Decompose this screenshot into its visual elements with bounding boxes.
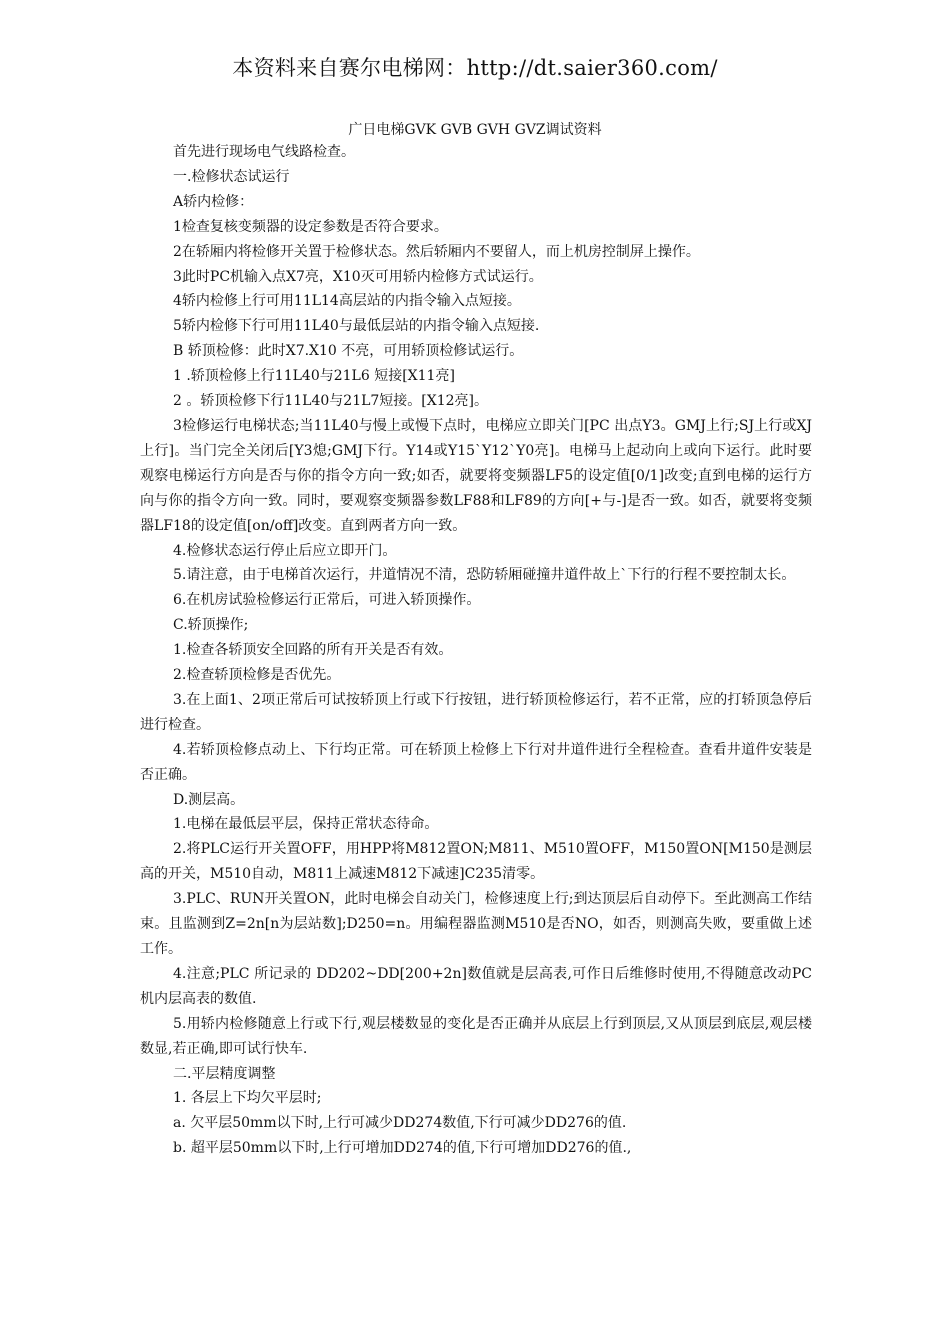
paragraph: 1检查复核变频器的设定参数是否符合要求。	[173, 218, 448, 235]
source-header: 本资料来自赛尔电梯网：http://dt.saier360.com/	[232, 56, 718, 80]
paragraph: 3.在上面1、2项正常后可试按轿顶上行或下行按钮，进行轿顶检修运行，若不正常，应的打轿顶急停后进行检查。	[140, 691, 812, 733]
paragraph: 3检修运行电梯状态;当11L40与慢上或慢下点时，电梯应立即关门[PC 出点Y3。GMJ上行;SJ上行或XJ上行]。当门完全关闭后[Y3熄;GMJ下行。Y14或Y15`Y12`Y0亮]。电梯马上起动向上或向下运行。此时要观察电梯运行方向是否与你的指令方向一致;如否，就要将变频器LF5的设定值[0/1]改变;直到电梯的运行方向与你的指令方向一致。同时，要观察变频器参数LF88和LF89的方向[+与-]是否一致。如否，就要将变频器LF18的设定值[on/off]改变。直到两者方向一致。	[140, 417, 812, 534]
document-title: 广日电梯GVK GVB GVH GVZ调试资料	[348, 122, 602, 138]
paragraph: A轿内检修：	[173, 193, 254, 210]
paragraph: 2.检查轿顶检修是否优先。	[173, 667, 341, 684]
paragraph: 5.用轿内检修随意上行或下行,观层楼数显的变化是否正确并从底层上行到顶层,又从顶层到底层,观层楼数显,若正确,即可试行快车.	[140, 1015, 812, 1057]
paragraph: 2 。轿顶检修下行11L40与21L7短接。[X12亮]。	[173, 393, 489, 410]
document-body	[140, 140, 812, 1161]
paragraph: 5.请注意，由于电梯首次运行，井道情况不清，恐防轿厢碰撞井道件故上`下行的行程不要控制太长。	[173, 567, 796, 584]
paragraph: 4.若轿顶检修点动上、下行均正常。可在轿顶上检修上下行对井道件进行全程检查。查看井道件安装是否正确。	[140, 741, 812, 783]
paragraph: 4.注意;PLC 所记录的 DD202~DD[200+2n]数值就是层高表,可作日后维修时使用,不得随意改动PC机内层高表的数值.	[140, 965, 812, 1007]
paragraph: 1 .轿顶检修上行11L40与21L6 短接[X11亮]	[173, 368, 455, 385]
paragraph: D.测层高。	[173, 791, 245, 808]
paragraph: 4轿内检修上行可用11L14高层站的内指令输入点短接。	[173, 293, 521, 310]
paragraph: B 轿顶检修：此时X7.X10 不亮，可用轿顶检修试运行。	[173, 343, 524, 360]
paragraph: 5轿内检修下行可用11L40与最低层站的内指令输入点短接.	[173, 318, 540, 335]
paragraph: 3.PLC、RUN开关置ON，此时电梯会自动关门，检修速度上行;到达顶层后自动停下。至此测高工作结束。且监测到Z=2n[n为层站数];D250=n。用编程器监测M510是否NO，如否，则测高失败，要重做上述工作。	[140, 891, 812, 957]
paragraph: 6.在机房试验检修运行正常后，可进入轿顶操作。	[173, 592, 481, 609]
paragraph: a. 欠平层50mm以下时,上行可减少DD274数值,下行可减少DD276的值.	[173, 1115, 627, 1132]
paragraph: 首先进行现场电气线路检查。	[173, 144, 355, 160]
paragraph: 1. 各层上下均欠平层时;	[173, 1090, 322, 1107]
paragraph: 1.电梯在最低层平层，保持正常状态待命。	[173, 816, 439, 833]
paragraph: 一.检修状态试运行	[173, 168, 290, 185]
paragraph: C.轿顶操作;	[173, 617, 249, 634]
paragraph: b. 超平层50mm以下时,上行可增加DD274的值,下行可增加DD276的值.,	[173, 1140, 632, 1157]
paragraph: 3此时PC机输入点X7亮，X10灭可用轿内检修方式试运行。	[173, 268, 543, 285]
paragraph: 2在轿厢内将检修开关置于检修状态。然后轿厢内不要留人，而上机房控制屏上操作。	[173, 243, 700, 260]
paragraph: 2.将PLC运行开关置OFF，用HPP将M812置ON;M811、M510置OFF，M150置ON[M150是测层高的开关，M510自动，M811上减速M812下减速]C235清零。	[140, 841, 812, 883]
paragraph: 1.检查各轿顶安全回路的所有开关是否有效。	[173, 642, 453, 659]
paragraph: 二.平层精度调整	[173, 1065, 276, 1082]
paragraph: 4.检修状态运行停止后应立即开门。	[173, 542, 397, 559]
